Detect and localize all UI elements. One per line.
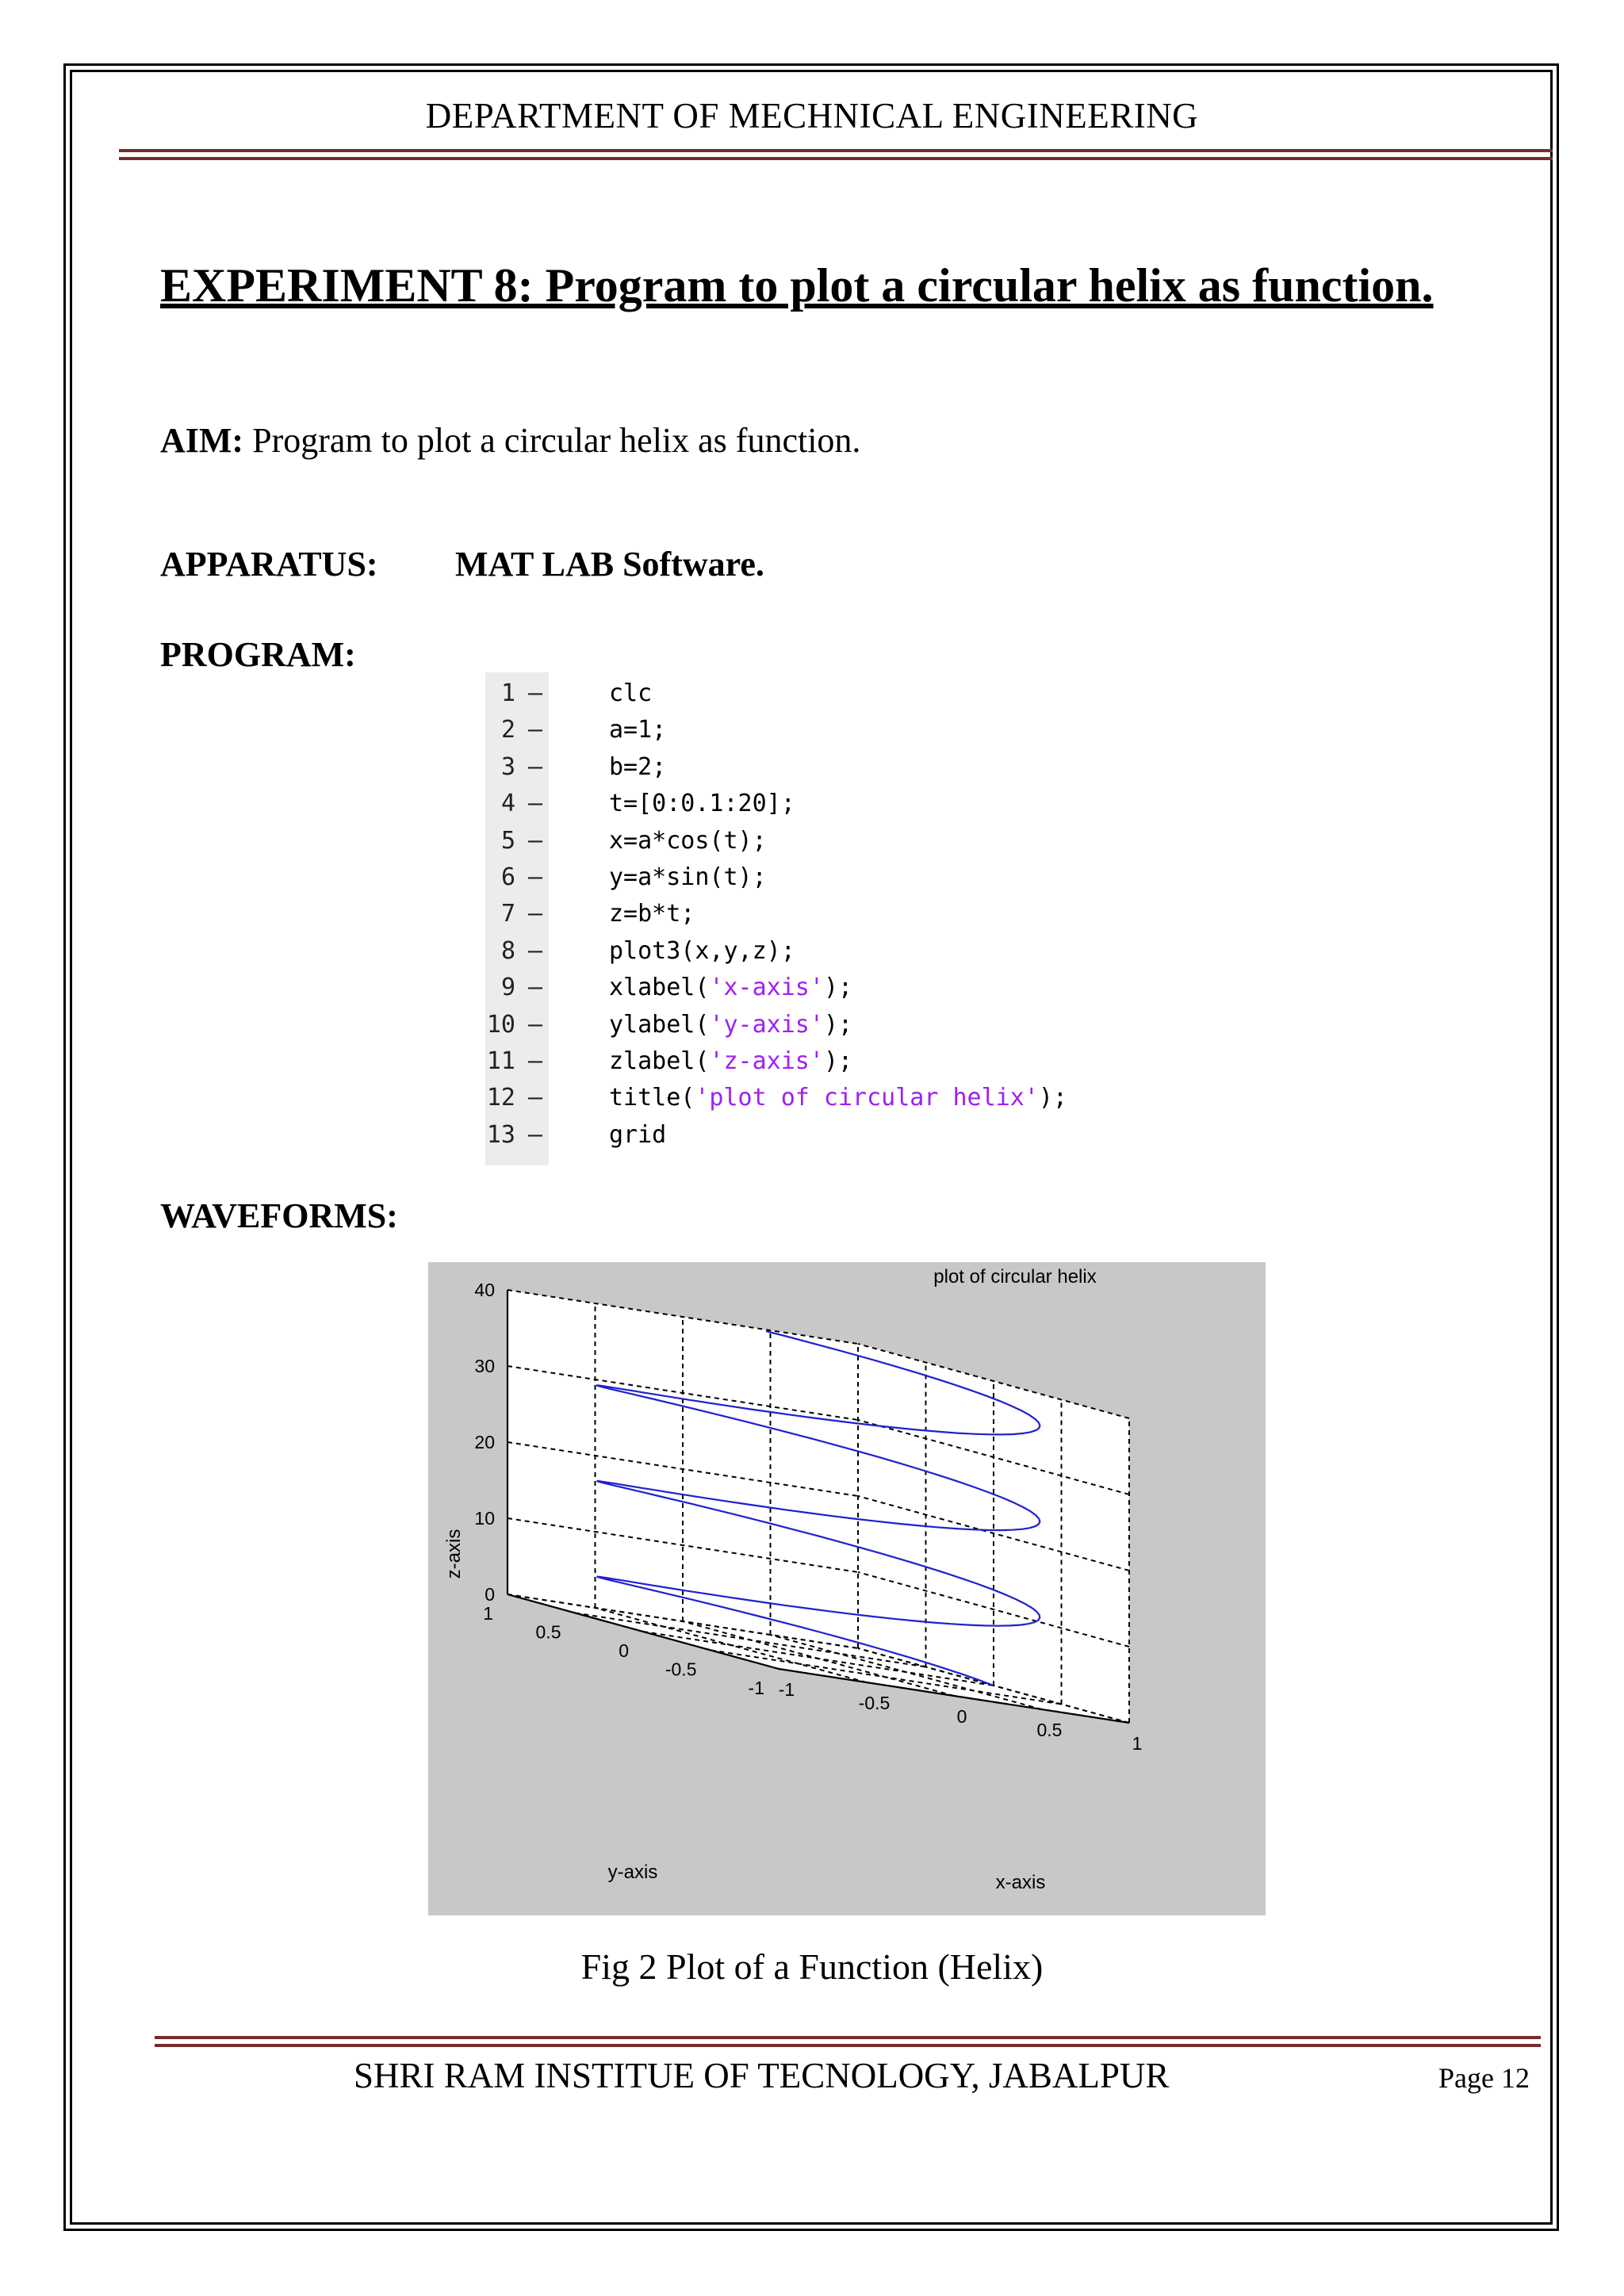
line-number: 1 xyxy=(500,679,515,707)
breakpoint-dash: — xyxy=(528,900,543,928)
line-number: 13 xyxy=(486,1120,515,1149)
y-tick-label: -1 xyxy=(748,1678,764,1698)
line-number: 3 xyxy=(500,752,515,781)
code-line xyxy=(485,859,1136,896)
x-tick-label: -0.5 xyxy=(858,1693,891,1713)
code-text: grid xyxy=(609,1120,667,1149)
line-number: 7 xyxy=(500,900,515,928)
z-tick-label: 30 xyxy=(474,1356,495,1376)
code-text: ylabel('y-axis'); xyxy=(609,1010,853,1039)
footer-rule xyxy=(155,2036,1541,2047)
y-tick-label: 1 xyxy=(483,1603,493,1624)
code-line xyxy=(485,1117,1136,1154)
breakpoint-dash: — xyxy=(528,679,543,707)
x-tick-label: 0 xyxy=(956,1706,967,1727)
figure-caption: Fig 2 Plot of a Function (Helix) xyxy=(580,1946,1044,1987)
line-number: 2 xyxy=(500,716,515,744)
code-text: b=2; xyxy=(609,752,667,781)
program-label: PROGRAM: xyxy=(160,635,356,674)
z-tick-label: 10 xyxy=(474,1508,495,1529)
breakpoint-dash: — xyxy=(528,1047,543,1075)
code-text: clc xyxy=(609,679,653,707)
helix-plot-svg xyxy=(428,1262,1266,1915)
code-text: z=b*t; xyxy=(609,900,695,928)
code-line xyxy=(485,970,1136,1006)
line-number: 10 xyxy=(486,1010,515,1039)
code-line xyxy=(485,1007,1136,1043)
x-tick-label: -1 xyxy=(778,1679,795,1700)
code-line xyxy=(485,1043,1136,1080)
code-line xyxy=(485,823,1136,859)
code-line xyxy=(485,675,1136,712)
breakpoint-dash: — xyxy=(528,1084,543,1112)
aim-label: AIM: xyxy=(160,421,244,460)
x-tick-label: 0.5 xyxy=(1036,1720,1063,1740)
z-tick-label: 40 xyxy=(474,1280,495,1300)
page-number: Page 12 xyxy=(1438,2062,1530,2094)
z-tick-label: 20 xyxy=(474,1432,495,1452)
line-number: 11 xyxy=(486,1047,515,1075)
breakpoint-dash: — xyxy=(528,716,543,744)
code-line xyxy=(485,712,1136,748)
breakpoint-dash: — xyxy=(528,936,543,965)
line-number: 5 xyxy=(500,826,515,855)
header-rule xyxy=(119,149,1553,160)
code-line xyxy=(485,786,1136,822)
breakpoint-dash: — xyxy=(528,790,543,818)
code-line xyxy=(485,896,1136,932)
z-axis-label: z-axis xyxy=(443,1529,465,1579)
breakpoint-dash: — xyxy=(528,1120,543,1149)
code-text: y=a*sin(t); xyxy=(609,863,767,891)
y-tick-label: -0.5 xyxy=(665,1659,697,1680)
apparatus-label: APPARATUS: xyxy=(160,545,378,584)
code-text: title('plot of circular helix'); xyxy=(609,1084,1067,1112)
breakpoint-dash: — xyxy=(528,1010,543,1039)
y-tick-label: 0 xyxy=(619,1640,629,1661)
y-axis-label: y-axis xyxy=(607,1862,658,1883)
line-number: 6 xyxy=(500,863,515,891)
x-tick-label: 1 xyxy=(1132,1733,1143,1754)
experiment-title: EXPERIMENT 8: Program to plot a circular helix as function. xyxy=(160,259,1434,312)
code-line xyxy=(485,1080,1136,1116)
breakpoint-dash: — xyxy=(528,826,543,855)
apparatus-value: MAT LAB Software. xyxy=(455,545,764,584)
breakpoint-dash: — xyxy=(528,974,543,1002)
code-text: x=a*cos(t); xyxy=(609,826,767,855)
code-text: plot3(x,y,z); xyxy=(609,936,795,965)
code-text: t=[0:0.1:20]; xyxy=(609,790,795,818)
x-axis-label: x-axis xyxy=(995,1872,1046,1893)
y-tick-label: 0.5 xyxy=(535,1621,561,1643)
code-text: zlabel('z-axis'); xyxy=(609,1047,853,1075)
code-text: xlabel('x-axis'); xyxy=(609,974,853,1002)
aim-text: Program to plot a circular helix as function. xyxy=(252,421,861,460)
aim-line xyxy=(160,420,860,461)
breakpoint-dash: — xyxy=(528,752,543,781)
code-text: a=1; xyxy=(609,716,667,744)
z-tick-label: 0 xyxy=(485,1584,495,1605)
footer-institute: SHRI RAM INSTITUE OF TECNOLOGY, JABALPUR xyxy=(354,2056,1170,2095)
code-listing xyxy=(485,672,1136,1165)
line-number: 9 xyxy=(500,974,515,1002)
line-number: 4 xyxy=(500,790,515,818)
chart-title: plot of circular helix xyxy=(933,1266,1097,1288)
department-header: DEPARTMENT OF MECHNICAL ENGINEERING xyxy=(425,96,1199,136)
line-number: 8 xyxy=(500,936,515,965)
line-number: 12 xyxy=(486,1084,515,1112)
waveforms-label: WAVEFORMS: xyxy=(160,1196,398,1235)
code-line xyxy=(485,749,1136,786)
code-line xyxy=(485,933,1136,970)
helix-plot-figure xyxy=(428,1262,1266,1915)
breakpoint-dash: — xyxy=(528,863,543,891)
